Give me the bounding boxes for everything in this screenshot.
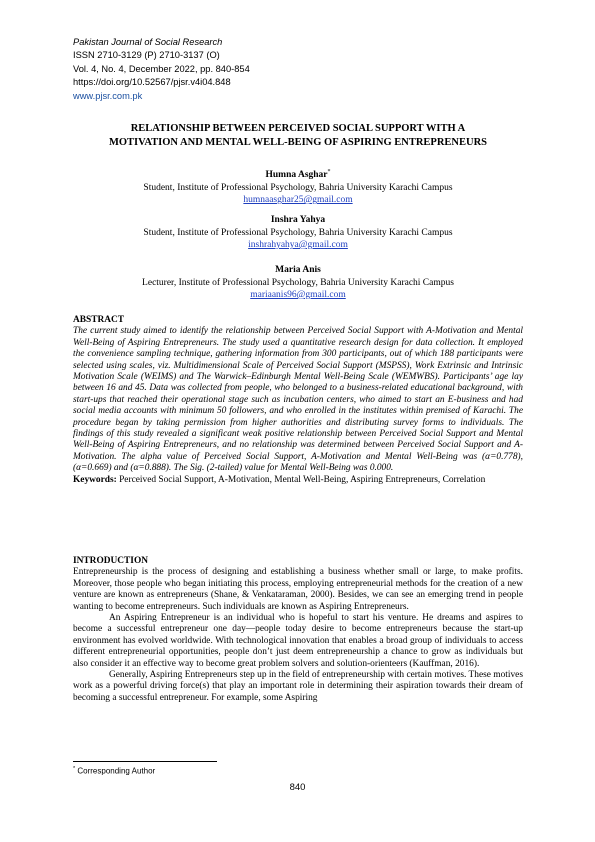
issn: ISSN 2710-3129 (P) 2710-3137 (O): [73, 50, 220, 61]
volume-info: Vol. 4, No. 4, December 2022, pp. 840-854: [73, 63, 250, 74]
footnote-mark: *: [73, 766, 76, 772]
author-name: Inshra Yahya: [270, 215, 326, 225]
footnote-divider: [73, 761, 217, 762]
paragraph: Entrepreneurship is the process of designing and establishing a business whether small or large, to make profits. Moreover, those people who began initiating this process, employing entrepreneurial methods for the creation of a new venture are known as entrepreneurs (Shane, & Venkataraman, 2000). Besides, we can see an emerging trend in people wanting to become entrepreneurs. Such individuals are known as Aspiring Entrepreneurs.: [73, 567, 523, 612]
author-affiliation: Student, Institute of Professional Psychology, Bahria University Karachi Campus: [143, 182, 453, 193]
author-block: [73, 264, 523, 302]
journal-header: [73, 36, 250, 103]
paragraph: An Aspiring Entrepreneur is an individual who is hopeful to start his venture. He dreams and aspires to become a successful entrepreneur one day—people today desire to become entrepreneurs because the start-up environment has evolved worldwide. With technological innovation that enables a broad group of individuals to access different entrepreneurial opportunities, people don’t just deem entrepreneurship a chance to grow as individuals but also consider it an effective way to become great problem solvers and solution-orienteers (Kauffman, 2016).: [73, 613, 523, 669]
author-block: [73, 214, 523, 252]
paper-title: [73, 122, 523, 150]
author-name: Maria Anis: [275, 265, 321, 275]
author-email-link[interactable]: mariaanis96@gmail.com: [250, 290, 346, 300]
author-name: Humna Asghar: [265, 170, 328, 181]
author-affiliation: Lecturer, Institute of Professional Psychology, Bahria University Karachi Campus: [142, 277, 454, 288]
author-affiliation: Student, Institute of Professional Psychology, Bahria University Karachi Campus: [143, 227, 453, 238]
website-link[interactable]: www.pjsr.com.pk: [73, 90, 143, 101]
journal-name: Pakistan Journal of Social Research: [73, 37, 223, 47]
author-block: [73, 166, 523, 207]
author-email-link[interactable]: humnaasghar25@gmail.com: [243, 195, 353, 206]
keywords-label: Keywords:: [73, 474, 117, 485]
keywords-list: Perceived Social Support, A-Motivation, Mental Well-Being, Aspiring Entrepreneurs, Correlation: [119, 474, 486, 485]
abstract-heading: ABSTRACT: [73, 315, 125, 325]
paragraph: Generally, Aspiring Entrepreneurs step up in the field of entrepreneurship with certain motives. These motives work as a powerful driving force(s) that play an important role in determining their aspiration towards their dream of becoming a successful entrepreneur. For example, some Aspiring: [73, 670, 523, 703]
footnote-text: Corresponding Author: [77, 766, 156, 776]
abstract-section: [73, 315, 523, 486]
doi-link[interactable]: https://doi.org/10.52567/pjsr.v4i04.848: [73, 77, 231, 88]
author-email-link[interactable]: inshrahyahya@gmail.com: [248, 240, 348, 250]
introduction-section: [73, 556, 523, 704]
title-line-2: MOTIVATION AND MENTAL WELL-BEING OF ASPIRING ENTREPRENEURS: [108, 137, 488, 148]
title-line-1: RELATIONSHIP BETWEEN PERCEIVED SOCIAL SUPPORT WITH A: [130, 123, 466, 134]
corresponding-mark: *: [327, 169, 331, 175]
abstract-text: The current study aimed to identify the relationship between Perceived Social Support with A-Motivation and Mental Well-Being of Aspiring Entrepreneurs. The study used a quantitative research design for data collection. It employed the convenience sampling technique, gathering information from 300 participants, out of which 188 participants were selected using scales, viz. Multidimensional Scale of Perceived Social Support (MSPSS), Work Extrinsic and Intrinsic Motivation Scale (WEIMS) and The Warwick–Edinburgh Mental Well-Being Scale (WEMWBS). Participants’ age lay between 16 and 45. Data was collected from people, who belonged to a business-related educational background, with start-ups that reached their operational stage such as incubation centers, who aimed to start an E-business and had social media accounts with minimum 50 followers, and who enrolled in the institutes within premised of Karachi. The procedure began by taking permission from higher authorities and distributing survey forms to individuals. The findings of this study revealed a significant weak positive relationship between Perceived Social Support and Mental Well-Being of Aspiring Entrepreneurs, and no relationship was determined between Perceived Social Support and A-Motivation. The alpha value of Perceived Social Support, A-Motivation and Mental Well-Being was (α=0.778), (α=0.669) and (α=0.888). The Sig. (2-tailed) value for Mental Well-Being was 0.000.: [73, 326, 523, 474]
keywords: [73, 475, 523, 486]
introduction-heading: INTRODUCTION: [73, 556, 149, 566]
footnote: [73, 766, 155, 776]
page-number: 840: [289, 782, 306, 793]
